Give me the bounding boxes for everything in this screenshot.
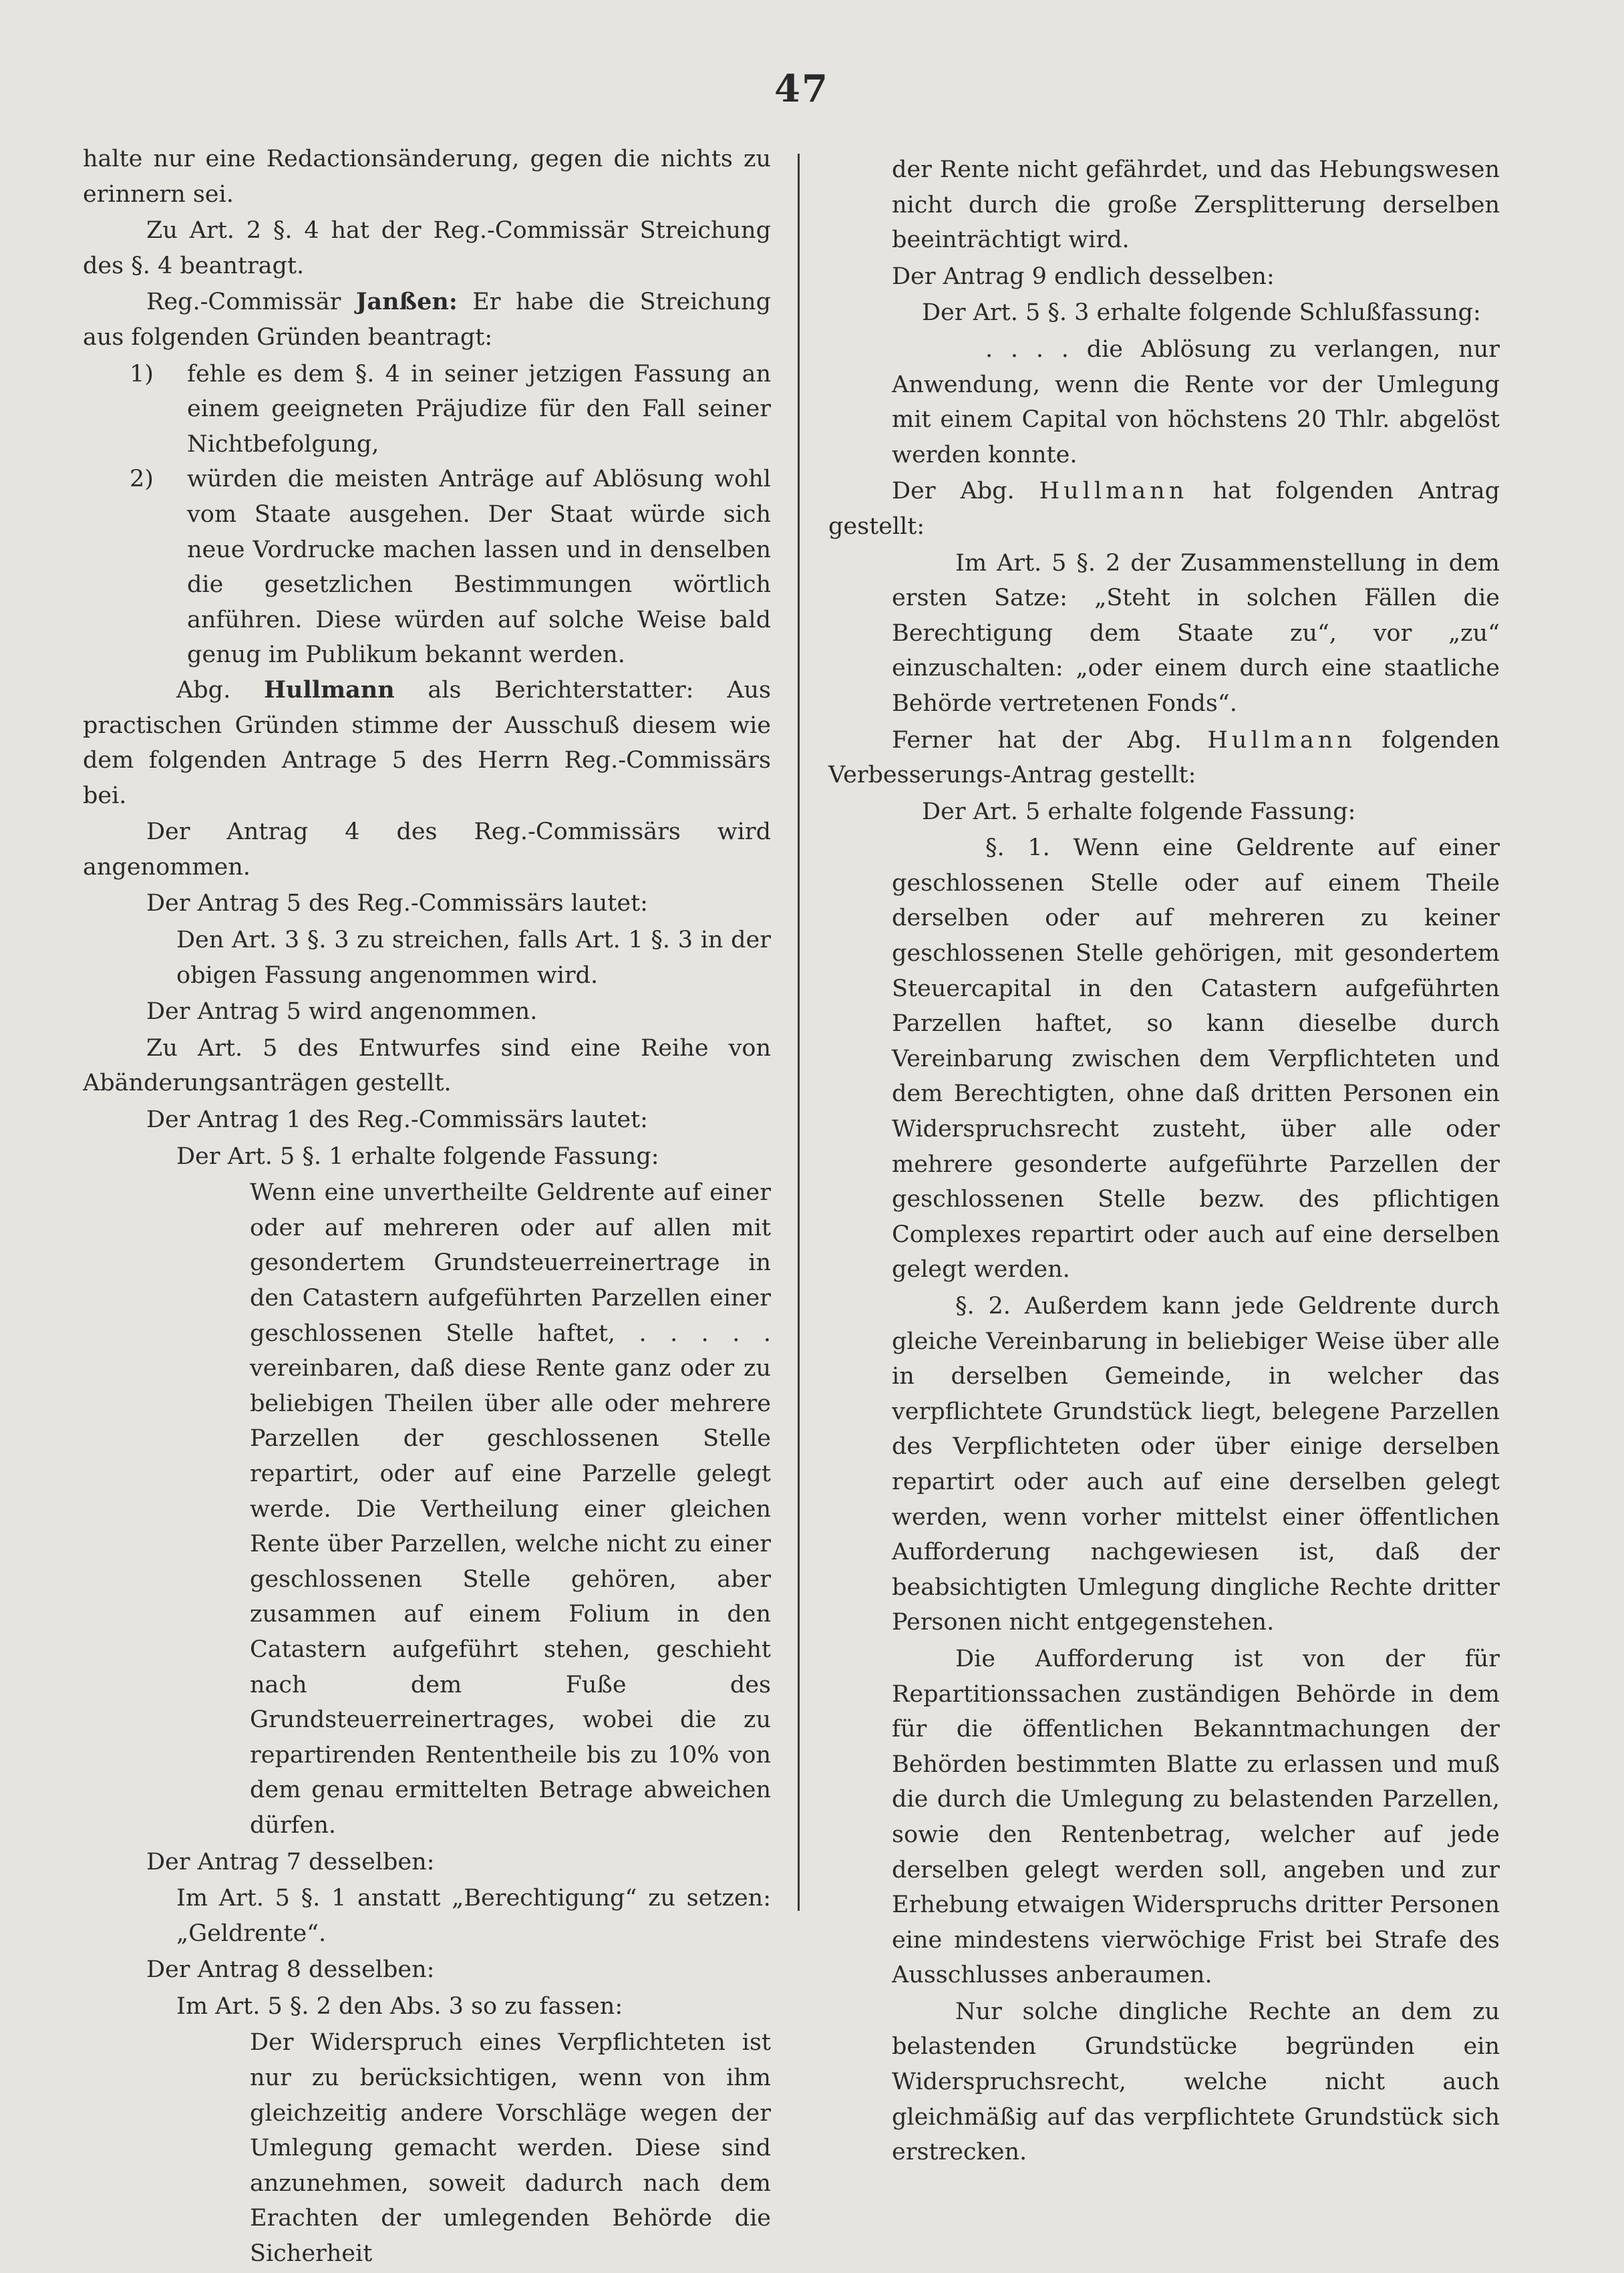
paragraph — [83, 285, 771, 355]
paragraph — [83, 673, 771, 813]
paragraph: Der Antrag 5 des Reg.-Commissärs lautet: — [146, 890, 648, 917]
paragraph: Der Antrag 5 wird angenommen. — [146, 998, 538, 1026]
text-run: Er habe die Streichung aus folgenden Gründen beantragt: — [83, 289, 771, 351]
paragraph — [828, 474, 1500, 544]
paragraph: Der Antrag 1 des Reg.-Commissärs lautet: — [146, 1106, 648, 1134]
list-item-number: 1) — [130, 360, 154, 388]
paragraph: der Rente nicht gefährdet, und das Hebungswesen nicht durch die große Zersplitterung derselben beeinträchtigt wird. — [892, 156, 1500, 254]
paragraph: Im Art. 5 §. 2 den Abs. 3 so zu fassen: — [176, 1992, 623, 2020]
paragraph: Wenn eine unvertheilte Geldrente auf einer oder auf mehreren oder auf allen mit gesondertem Grundsteuerreinertrage in den Catastern aufgeführten Parzellen einer geschlossenen Stelle haftet, . . . . . vereinbaren, daß diese Rente ganz oder zu beliebigen Theilen über alle oder mehrere Parzellen der geschlossenen Stelle repartirt, oder auf eine Parzelle gelegt werde. Die Vertheilung einer gleichen Rente über Parzellen, welche nicht zu einer geschlossenen Stelle gehören, aber zusammen auf einem Folium in den Catastern aufgeführt stehen, geschieht nach dem Fuße des Grundsteuerreinertrages, wobei die zu repartirenden Rententheile bis zu 10% von dem genau ermittelten Betrage abweichen dürfen. — [250, 1179, 771, 1839]
paragraph: halte nur eine Redactionsänderung, gegen die nichts zu erinnern sei. — [83, 146, 771, 208]
paragraph: Der Art. 5 §. 3 erhalte folgende Schlußfassung: — [922, 299, 1481, 327]
paragraph: Der Antrag 4 des Reg.-Commissärs wird angenommen. — [83, 818, 771, 881]
paragraph: §. 1. Wenn eine Geldrente auf einer geschlossenen Stelle oder auf einem Theile derselben oder auf mehreren zu keiner geschlossenen Stelle gehörigen, mit gesondertem Steuercapital in den Catastern aufgeführten Parzellen haftet, so kann dieselbe durch Vereinbarung zwischen dem Verpflichteten und dem Berechtigten, ohne daß dritten Personen ein Widerspruchsrecht zusteht, über alle oder mehrere gesonderte aufgeführte Parzellen der geschlossenen Stelle bezw. des pflichtigen Complexes repartirt oder auch auf eine derselben gelegt werden. — [892, 835, 1500, 1283]
paragraph: Zu Art. 2 §. 4 hat der Reg.-Commissär Streichung des §. 4 beantragt. — [83, 217, 771, 279]
text-run: als Berichterstatter: Aus practischen Gründen stimme der Ausschuß diesem wie dem folgenden Antrage 5 des Herrn Reg.-Commissärs bei. — [83, 676, 771, 809]
text-run: Der Abg. — [892, 478, 1039, 505]
right-column — [828, 152, 1500, 2171]
speaker-name: Janßen: — [355, 288, 458, 316]
paragraph: Zu Art. 5 des Entwurfes sind eine Reihe von Abänderungsanträgen gestellt. — [83, 1034, 771, 1097]
text-run: Reg.-Commissär — [146, 289, 356, 316]
speaker-name: Hullmann — [263, 675, 395, 704]
column-divider — [798, 154, 800, 1911]
list-item-text: fehle es dem §. 4 in seiner jetzigen Fassung an einem geeigneten Präjudize für den Fall seiner Nichtbefolgung, — [187, 360, 771, 458]
list-item — [83, 357, 771, 462]
speaker-name: Hullmann — [1207, 726, 1356, 754]
paragraph: Der Antrag 9 endlich desselben: — [892, 263, 1275, 290]
paragraph: Der Widerspruch eines Verpflichteten ist nur zu berücksichtigen, wenn von ihm gleichzeitig andere Vorschläge wegen der Umlegung gemacht werden. Diese sind anzunehmen, soweit dadurch nach dem Erachten der umlegenden Behörde die Sicherheit — [250, 2029, 771, 2268]
paragraph — [828, 723, 1500, 793]
paragraph: . . . . die Ablösung zu verlangen, nur Anwendung, wenn die Rente vor der Umlegung mit einem Capital von höchstens 20 Thlr. abgelöst werden konnte. — [892, 335, 1500, 468]
paragraph: Der Art. 5 erhalte folgende Fassung: — [922, 798, 1356, 825]
speaker-name: Hullmann — [1039, 478, 1188, 505]
paragraph: Nur solche dingliche Rechte an dem zu belastenden Grundstücke begründen ein Widerspruchsrecht, welche nicht auch gleichmäßig auf das verpflichtete Grundstück sich erstrecken. — [892, 1998, 1500, 2166]
paragraph: §. 2. Außerdem kann jede Geldrente durch gleiche Vereinbarung in beliebiger Weise über alle in derselben Gemeinde, in welcher das verpflichtete Grundstück liegt, belegene Parzellen des Verpflichteten oder über einige derselben repartirt oder auch auf eine derselben gelegt werden, wenn vorher mittelst einer öffentlichen Aufforderung nachgewiesen ist, daß der beabsichtigten Umlegung dingliche Rechte dritter Personen nicht entgegenstehen. — [892, 1293, 1500, 1636]
paragraph: Der Art. 5 §. 1 erhalte folgende Fassung: — [176, 1143, 659, 1170]
left-column — [83, 142, 771, 2273]
paragraph: Der Antrag 8 desselben: — [146, 1956, 435, 1984]
paragraph: Der Antrag 7 desselben: — [146, 1848, 435, 1875]
list-item-number: 2) — [130, 466, 154, 493]
paragraph: Im Art. 5 §. 1 anstatt „Berechtigung“ zu setzen: „Geldrente“. — [176, 1885, 771, 1947]
page-number: 47 — [774, 67, 829, 111]
text-run: folgenden Verbesserungs-Antrag gestellt: — [828, 726, 1500, 789]
text-run: hat folgenden Antrag gestellt: — [828, 478, 1500, 540]
paragraph: Im Art. 5 §. 2 der Zusammenstellung in dem ersten Satze: „Steht in solchen Fällen die Berechtigung dem Staate zu“, vor „zu“ einzuschalten: „oder einem durch eine staatliche Behörde vertretenen Fonds“. — [892, 549, 1500, 717]
paragraph: Die Aufforderung ist von der für Repartitionssachen zuständigen Behörde in dem für die öffentlichen Bekanntmachungen der Behörden bestimmten Blatte zu erlassen und muß die durch die Umlegung zu belastenden Parzellen, sowie den Rentenbetrag, welcher auf jede derselben gelegt werden soll, angeben und zur Erhebung etwaigen Widerspruchs dritter Personen eine mindestens vierwöchige Frist bei Strafe des Ausschlusses anberaumen. — [892, 1645, 1500, 1989]
paragraph: Den Art. 3 §. 3 zu streichen, falls Art. 1 §. 3 in der obigen Fassung angenommen wird. — [176, 927, 771, 989]
list-item — [83, 462, 771, 673]
text-run: Abg. — [176, 676, 264, 704]
list-item-text: würden die meisten Anträge auf Ablösung wohl vom Staate ausgehen. Der Staat würde sich neue Vordrucke machen lassen und in denselben die gesetzlichen Bestimmungen wörtlich anführen. Diese würden auf solche Weise bald genug im Publikum bekannt werden. — [187, 466, 771, 669]
text-run: Ferner hat der Abg. — [892, 726, 1208, 754]
